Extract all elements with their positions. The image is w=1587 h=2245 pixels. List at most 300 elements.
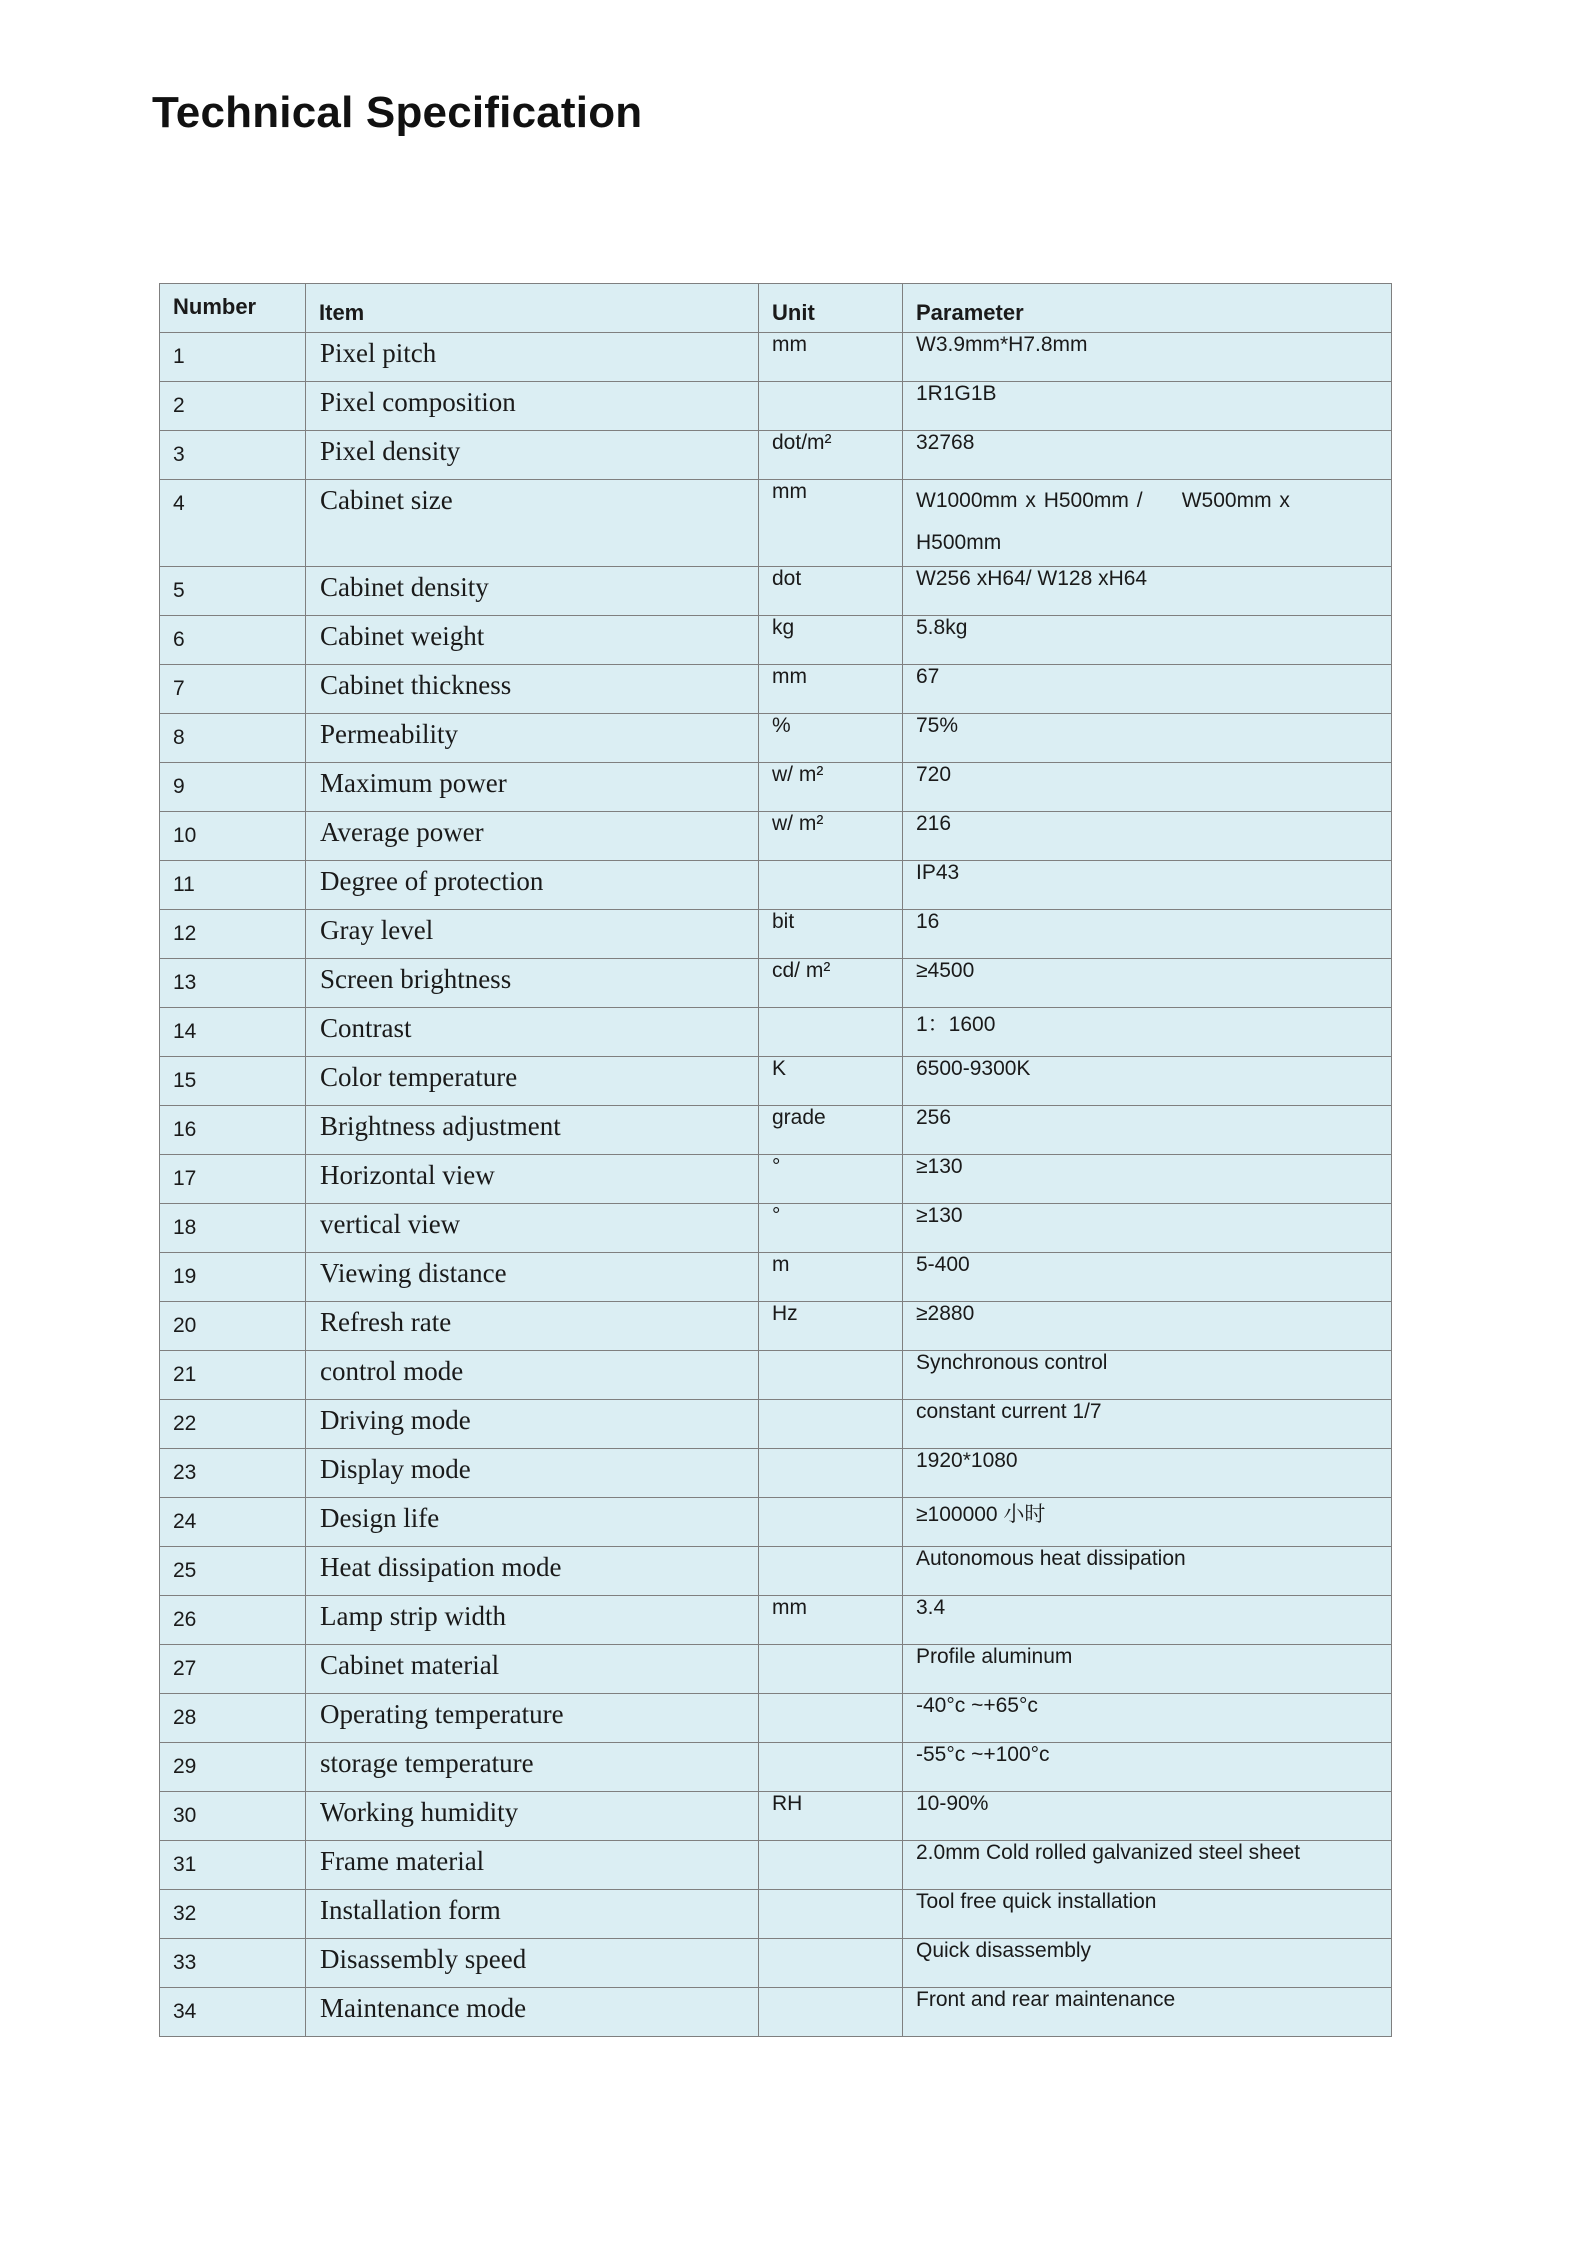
- row-unit: [759, 1694, 902, 1700]
- row-number-cell: [160, 567, 306, 616]
- row-unit: mm: [772, 480, 807, 503]
- row-unit: kg: [772, 616, 795, 639]
- row-item-cell: [306, 1449, 759, 1498]
- row-item: Operating temperature: [320, 1699, 564, 1729]
- header-item: Item: [319, 300, 365, 325]
- row-item-cell: [306, 1988, 759, 2037]
- row-unit-cell: [759, 763, 903, 812]
- row-parameter-cell: [903, 1155, 1392, 1204]
- row-parameter: Quick disassembly: [916, 1939, 1092, 1962]
- row-number: 14: [173, 1020, 197, 1043]
- row-parameter-cell: [903, 1008, 1392, 1057]
- row-unit-cell: [759, 1743, 903, 1792]
- row-parameter: 10-90%: [916, 1792, 989, 1815]
- row-parameter: Autonomous heat dissipation: [916, 1547, 1186, 1570]
- row-unit-cell: [759, 333, 903, 382]
- row-parameter-cell: [903, 1057, 1392, 1106]
- row-item-cell: [306, 431, 759, 480]
- row-number-cell: [160, 1792, 306, 1841]
- row-unit: °: [772, 1204, 781, 1227]
- row-item: Pixel composition: [320, 387, 516, 417]
- row-number-cell: [160, 1253, 306, 1302]
- table-row: [160, 714, 1392, 763]
- row-parameter: -55°c ~+100°c: [916, 1743, 1050, 1766]
- row-parameter-cell: [903, 1204, 1392, 1253]
- row-item-cell: [306, 1204, 759, 1253]
- row-parameter-cell: [903, 1645, 1392, 1694]
- row-number: 26: [173, 1608, 197, 1631]
- row-parameter-cell: [903, 1743, 1392, 1792]
- row-parameter: Profile aluminum: [916, 1645, 1073, 1668]
- row-number-cell: [160, 1204, 306, 1253]
- row-parameter: Synchronous control: [916, 1351, 1108, 1374]
- header-item-cell: [306, 284, 759, 333]
- row-parameter-cell: [903, 1400, 1392, 1449]
- row-item: Contrast: [320, 1013, 412, 1043]
- row-item: Refresh rate: [320, 1307, 452, 1337]
- row-parameter: 216: [916, 812, 952, 835]
- row-parameter-cell: [903, 1988, 1392, 2037]
- row-unit-cell: [759, 1841, 903, 1890]
- row-number-cell: [160, 1400, 306, 1449]
- row-unit-cell: [759, 1939, 903, 1988]
- row-number-cell: [160, 616, 306, 665]
- row-unit-cell: [759, 1645, 903, 1694]
- row-unit: w/ m²: [772, 812, 824, 835]
- row-item: Maximum power: [320, 768, 507, 798]
- row-item-cell: [306, 1841, 759, 1890]
- row-unit: mm: [772, 333, 807, 356]
- row-unit: [759, 861, 902, 867]
- header-unit-cell: [759, 284, 903, 333]
- row-unit-cell: [759, 1106, 903, 1155]
- row-number: 34: [173, 2000, 197, 2023]
- row-parameter: ≥4500: [916, 959, 975, 982]
- row-number: 3: [173, 443, 185, 466]
- row-parameter: 6500-9300K: [916, 1057, 1031, 1080]
- table-row: [160, 1253, 1392, 1302]
- row-item: Maintenance mode: [320, 1993, 527, 2023]
- row-unit: [759, 1547, 902, 1553]
- row-item-cell: [306, 1743, 759, 1792]
- row-parameter: 16: [916, 910, 940, 933]
- row-parameter-cell: [903, 1596, 1392, 1645]
- row-item-cell: [306, 714, 759, 763]
- row-number-cell: [160, 1939, 306, 1988]
- table-row: [160, 1939, 1392, 1988]
- row-parameter: 2.0mm Cold rolled galvanized steel sheet: [916, 1841, 1301, 1864]
- row-item: Pixel density: [320, 436, 461, 466]
- row-item-cell: [306, 812, 759, 861]
- row-item-cell: [306, 1890, 759, 1939]
- table-row: [160, 1547, 1392, 1596]
- row-parameter-cell: [903, 480, 1392, 567]
- row-number-cell: [160, 959, 306, 1008]
- row-item: Cabinet thickness: [320, 670, 512, 700]
- row-number: 31: [173, 1853, 197, 1876]
- row-parameter: ≥100000 小时: [916, 1503, 1046, 1526]
- row-item: Pixel pitch: [320, 338, 437, 368]
- table-row: [160, 959, 1392, 1008]
- row-unit-cell: [759, 714, 903, 763]
- row-parameter-cell: [903, 1792, 1392, 1841]
- row-parameter: W3.9mm*H7.8mm: [916, 333, 1088, 356]
- row-item-cell: [306, 1400, 759, 1449]
- row-item-cell: [306, 1792, 759, 1841]
- row-number-cell: [160, 812, 306, 861]
- row-number-cell: [160, 1596, 306, 1645]
- table-row: [160, 480, 1392, 567]
- row-unit: bit: [772, 910, 795, 933]
- row-number: 21: [173, 1363, 197, 1386]
- table-row: [160, 1106, 1392, 1155]
- row-unit-cell: [759, 431, 903, 480]
- row-unit-cell: [759, 1792, 903, 1841]
- table-row: [160, 333, 1392, 382]
- table-row: [160, 616, 1392, 665]
- row-number: 10: [173, 824, 197, 847]
- row-parameter-cell: [903, 333, 1392, 382]
- row-number: 9: [173, 775, 185, 798]
- table-row: [160, 1988, 1392, 2037]
- row-parameter: -40°c ~+65°c: [916, 1694, 1038, 1717]
- row-parameter-cell: [903, 431, 1392, 480]
- row-unit: [759, 1939, 902, 1945]
- table-row: [160, 1155, 1392, 1204]
- row-unit-cell: [759, 1547, 903, 1596]
- row-item-cell: [306, 1253, 759, 1302]
- row-parameter-cell: [903, 1106, 1392, 1155]
- row-unit-cell: [759, 567, 903, 616]
- row-unit-cell: [759, 1498, 903, 1547]
- row-parameter: 1920*1080: [916, 1449, 1018, 1472]
- row-unit: dot/m²: [772, 431, 832, 454]
- row-parameter-cell: [903, 1302, 1392, 1351]
- row-item: Color temperature: [320, 1062, 518, 1092]
- table-row: [160, 1302, 1392, 1351]
- row-item-cell: [306, 1155, 759, 1204]
- row-number: 4: [173, 492, 185, 515]
- row-number-cell: [160, 1351, 306, 1400]
- row-item: Cabinet material: [320, 1650, 500, 1680]
- row-item-cell: [306, 333, 759, 382]
- row-unit: mm: [772, 1596, 807, 1619]
- row-item: Disassembly speed: [320, 1944, 527, 1974]
- row-parameter: ≥130: [916, 1155, 963, 1178]
- table-row: [160, 382, 1392, 431]
- row-number: 5: [173, 579, 185, 602]
- row-number-cell: [160, 382, 306, 431]
- row-item: vertical view: [320, 1209, 461, 1239]
- row-unit-cell: [759, 959, 903, 1008]
- row-unit-cell: [759, 1351, 903, 1400]
- table-row: [160, 1351, 1392, 1400]
- row-unit-cell: [759, 1400, 903, 1449]
- row-unit-cell: [759, 1596, 903, 1645]
- row-item: storage temperature: [320, 1748, 534, 1778]
- row-unit-cell: [759, 1449, 903, 1498]
- row-parameter: 32768: [916, 431, 975, 454]
- row-parameter: Tool free quick installation: [916, 1890, 1157, 1913]
- row-unit: dot: [772, 567, 802, 590]
- row-item-cell: [306, 1596, 759, 1645]
- row-parameter-cell: [903, 714, 1392, 763]
- row-unit: %: [772, 714, 791, 737]
- row-unit: Hz: [772, 1302, 798, 1325]
- row-parameter: constant current 1/7: [916, 1400, 1102, 1423]
- row-item: Brightness adjustment: [320, 1111, 561, 1141]
- row-number-cell: [160, 1743, 306, 1792]
- row-parameter-cell: [903, 1890, 1392, 1939]
- table-row: [160, 1498, 1392, 1547]
- row-number: 20: [173, 1314, 197, 1337]
- row-item: Cabinet size: [320, 485, 453, 515]
- table-row: [160, 1841, 1392, 1890]
- table-row: [160, 812, 1392, 861]
- row-number: 22: [173, 1412, 197, 1435]
- row-unit: [759, 1841, 902, 1847]
- table-row: [160, 1743, 1392, 1792]
- row-parameter-cell: [903, 959, 1392, 1008]
- row-item: Degree of protection: [320, 866, 544, 896]
- table-row: [160, 1008, 1392, 1057]
- row-number: 19: [173, 1265, 197, 1288]
- row-number: 12: [173, 922, 197, 945]
- row-unit: [759, 1449, 902, 1455]
- row-item-cell: [306, 567, 759, 616]
- row-number-cell: [160, 1449, 306, 1498]
- header-number-cell: [160, 284, 306, 333]
- row-parameter: 75%: [916, 714, 959, 737]
- table-row: [160, 1204, 1392, 1253]
- row-item: Driving mode: [320, 1405, 471, 1435]
- row-number-cell: [160, 714, 306, 763]
- row-item: Average power: [320, 817, 484, 847]
- row-parameter: IP43: [916, 861, 960, 884]
- row-unit: w/ m²: [772, 763, 824, 786]
- row-number: 24: [173, 1510, 197, 1533]
- row-number-cell: [160, 1988, 306, 2037]
- row-unit: [759, 1645, 902, 1651]
- table-row: [160, 1057, 1392, 1106]
- row-parameter: ≥130: [916, 1204, 963, 1227]
- row-parameter: 3.4: [916, 1596, 946, 1619]
- row-parameter-cell: [903, 1547, 1392, 1596]
- row-parameter: 5-400: [916, 1253, 970, 1276]
- row-number-cell: [160, 1890, 306, 1939]
- row-item: Frame material: [320, 1846, 485, 1876]
- row-parameter-cell: [903, 861, 1392, 910]
- row-unit-cell: [759, 1204, 903, 1253]
- row-parameter-cell: [903, 1939, 1392, 1988]
- row-number-cell: [160, 1645, 306, 1694]
- row-item: Viewing distance: [320, 1258, 507, 1288]
- row-item: Screen brightness: [320, 964, 512, 994]
- row-unit: cd/ m²: [772, 959, 831, 982]
- row-parameter-cell: [903, 1351, 1392, 1400]
- row-number: 28: [173, 1706, 197, 1729]
- table-row: [160, 763, 1392, 812]
- table-row: [160, 431, 1392, 480]
- row-number-cell: [160, 1547, 306, 1596]
- row-unit: mm: [772, 665, 807, 688]
- table-row: [160, 567, 1392, 616]
- row-number-cell: [160, 1498, 306, 1547]
- row-number: 1: [173, 345, 185, 368]
- row-unit-cell: [759, 1253, 903, 1302]
- row-unit: [759, 1400, 902, 1406]
- row-number-cell: [160, 1155, 306, 1204]
- row-parameter: 1R1G1B: [916, 382, 997, 405]
- row-parameter: 256: [916, 1106, 952, 1129]
- table-row: [160, 1449, 1392, 1498]
- row-unit-cell: [759, 665, 903, 714]
- row-parameter-cell: [903, 1449, 1392, 1498]
- row-unit: [759, 1498, 902, 1504]
- row-number: 29: [173, 1755, 197, 1778]
- row-item-cell: [306, 1302, 759, 1351]
- table-row: [160, 1890, 1392, 1939]
- row-unit: [759, 382, 902, 388]
- row-item-cell: [306, 1351, 759, 1400]
- row-number: 13: [173, 971, 197, 994]
- row-item: Design life: [320, 1503, 440, 1533]
- row-number-cell: [160, 861, 306, 910]
- row-item-cell: [306, 1645, 759, 1694]
- row-item: Cabinet density: [320, 572, 489, 602]
- row-item-cell: [306, 1498, 759, 1547]
- row-number: 33: [173, 1951, 197, 1974]
- row-number-cell: [160, 1841, 306, 1890]
- row-parameter-cell: [903, 1694, 1392, 1743]
- row-item-cell: [306, 616, 759, 665]
- row-unit-cell: [759, 910, 903, 959]
- row-number: 18: [173, 1216, 197, 1239]
- row-item-cell: [306, 1057, 759, 1106]
- row-number-cell: [160, 480, 306, 567]
- row-unit-cell: [759, 382, 903, 431]
- row-number: 23: [173, 1461, 197, 1484]
- row-number: 8: [173, 726, 185, 749]
- row-parameter-cell: [903, 1841, 1392, 1890]
- row-item-cell: [306, 1008, 759, 1057]
- row-number: 2: [173, 394, 185, 417]
- row-parameter-cell: [903, 910, 1392, 959]
- row-unit-cell: [759, 1008, 903, 1057]
- table-row: [160, 665, 1392, 714]
- row-number-cell: [160, 1302, 306, 1351]
- row-number: 15: [173, 1069, 197, 1092]
- table-row: [160, 1694, 1392, 1743]
- row-number: 17: [173, 1167, 197, 1190]
- table-header-row: [160, 284, 1392, 333]
- row-item-cell: [306, 1106, 759, 1155]
- row-unit-cell: [759, 812, 903, 861]
- row-parameter-cell: [903, 1253, 1392, 1302]
- row-unit-cell: [759, 1694, 903, 1743]
- header-number: Number: [173, 294, 257, 319]
- table-row: [160, 861, 1392, 910]
- row-number-cell: [160, 665, 306, 714]
- row-item: Permeability: [320, 719, 458, 749]
- row-parameter: Front and rear maintenance: [916, 1988, 1176, 2011]
- row-item-cell: [306, 382, 759, 431]
- row-number: 30: [173, 1804, 197, 1827]
- row-number: 7: [173, 677, 185, 700]
- row-item: Display mode: [320, 1454, 471, 1484]
- row-unit-cell: [759, 1890, 903, 1939]
- row-unit: [759, 1351, 902, 1357]
- row-number: 27: [173, 1657, 197, 1680]
- row-parameter-cell: [903, 382, 1392, 431]
- row-number-cell: [160, 1008, 306, 1057]
- row-number-cell: [160, 1694, 306, 1743]
- row-parameter: ≥2880: [916, 1302, 975, 1325]
- row-number-cell: [160, 1106, 306, 1155]
- row-unit: [759, 1890, 902, 1896]
- row-number: 11: [173, 873, 195, 896]
- row-number: 25: [173, 1559, 197, 1582]
- row-unit-cell: [759, 1988, 903, 2037]
- row-number: 6: [173, 628, 185, 651]
- row-parameter-cell: [903, 567, 1392, 616]
- row-parameter: W256 xH64/ W128 xH64: [916, 567, 1148, 590]
- row-unit-cell: [759, 1057, 903, 1106]
- row-item: Working humidity: [320, 1797, 519, 1827]
- row-item: Horizontal view: [320, 1160, 495, 1190]
- row-parameter: 1：1600: [916, 1013, 996, 1036]
- table-row: [160, 1792, 1392, 1841]
- table-row: [160, 1645, 1392, 1694]
- row-unit: grade: [772, 1106, 826, 1129]
- row-unit: K: [772, 1057, 787, 1080]
- row-number: 32: [173, 1902, 197, 1925]
- row-item-cell: [306, 959, 759, 1008]
- page-title: Technical Specification: [152, 88, 643, 137]
- row-item-cell: [306, 861, 759, 910]
- row-item-cell: [306, 1547, 759, 1596]
- row-item-cell: [306, 480, 759, 567]
- row-item: Installation form: [320, 1895, 501, 1925]
- row-number-cell: [160, 763, 306, 812]
- row-unit: °: [772, 1155, 781, 1178]
- row-unit-cell: [759, 1302, 903, 1351]
- header-parameter-cell: [903, 284, 1392, 333]
- row-item-cell: [306, 1939, 759, 1988]
- table-row: [160, 1400, 1392, 1449]
- header-unit: Unit: [772, 300, 815, 325]
- row-number-cell: [160, 910, 306, 959]
- row-item: Lamp strip width: [320, 1601, 506, 1631]
- header-parameter: Parameter: [916, 300, 1024, 325]
- row-number-cell: [160, 431, 306, 480]
- spec-table: [159, 283, 1392, 2037]
- row-item: Cabinet weight: [320, 621, 485, 651]
- row-item-cell: [306, 910, 759, 959]
- row-parameter-cell: [903, 812, 1392, 861]
- row-number: 16: [173, 1118, 197, 1141]
- row-parameter: W1000mm x H500mm / W500mm x H500mm: [916, 489, 1290, 554]
- table-row: [160, 910, 1392, 959]
- row-parameter-cell: [903, 665, 1392, 714]
- row-unit: [759, 1743, 902, 1749]
- row-item: Gray level: [320, 915, 434, 945]
- row-unit-cell: [759, 616, 903, 665]
- row-parameter-cell: [903, 763, 1392, 812]
- row-unit: [759, 1988, 902, 1994]
- row-parameter: 720: [916, 763, 952, 786]
- row-item-cell: [306, 665, 759, 714]
